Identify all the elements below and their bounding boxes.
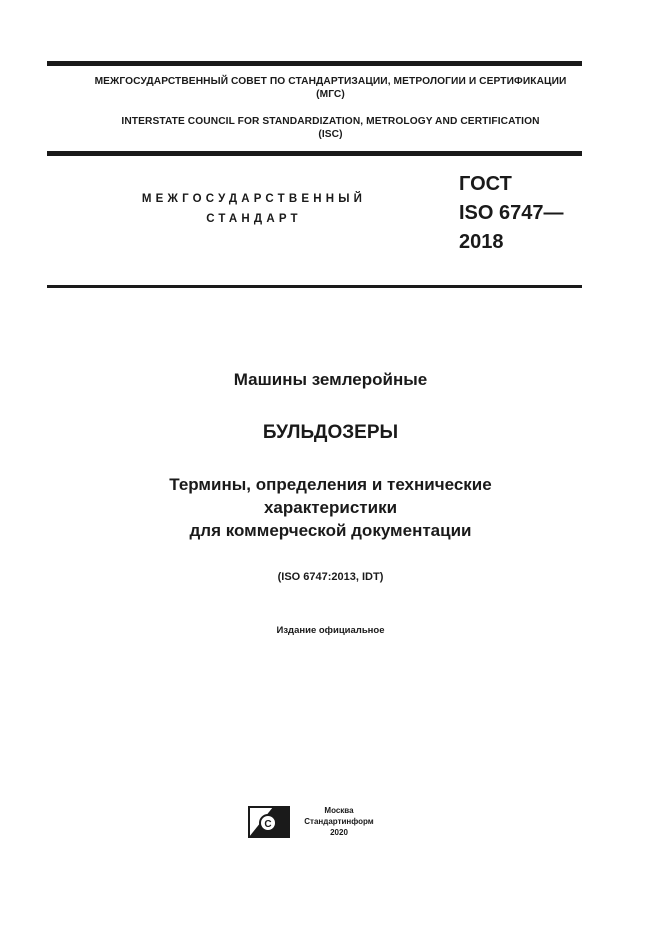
title-desc-line1: Термины, определения и технические [169, 475, 492, 494]
title-main: Машины землеройные [233, 370, 428, 389]
publisher-year: 2020 [330, 828, 348, 837]
standard-type-line2: СТАНДАРТ [206, 213, 302, 225]
council-en-line1: INTERSTATE COUNCIL FOR STANDARDIZATION, METROLOGY AND CERTIFICATION [121, 116, 540, 127]
reference: (ISO 6747:2013, IDT) [277, 571, 384, 583]
logo-letter: С [264, 819, 272, 830]
title-sub: БУЛЬДОЗЕРЫ [262, 422, 399, 443]
publisher-info [300, 805, 378, 838]
header-rule [47, 151, 582, 156]
title-desc-line3: для коммерческой документации [189, 521, 472, 540]
council-ru-abbrev: (МГС) [316, 89, 345, 100]
top-rule [47, 61, 582, 66]
title-rule [47, 285, 582, 288]
designation-line1: ГОСТ [459, 173, 512, 195]
council-en-abbrev: (ISC) [318, 129, 343, 140]
designation-line2: ISO 6747— [459, 202, 564, 224]
edition: Издание официальное [276, 625, 385, 636]
standartinform-logo-icon [248, 806, 290, 838]
title-desc-line2: характеристики [263, 498, 398, 517]
designation-line3: 2018 [459, 231, 504, 253]
standard-type-line1: МЕЖГОСУДАРСТВЕННЫЙ [141, 193, 367, 205]
council-ru-line1: МЕЖГОСУДАРСТВЕННЫЙ СОВЕТ ПО СТАНДАРТИЗАЦИИ, МЕТРОЛОГИИ И СЕРТИФИКАЦИИ [94, 76, 567, 87]
standard-designation [459, 170, 564, 257]
publisher-name: Стандартинформ [304, 817, 374, 826]
publisher-city: Москва [324, 806, 354, 815]
